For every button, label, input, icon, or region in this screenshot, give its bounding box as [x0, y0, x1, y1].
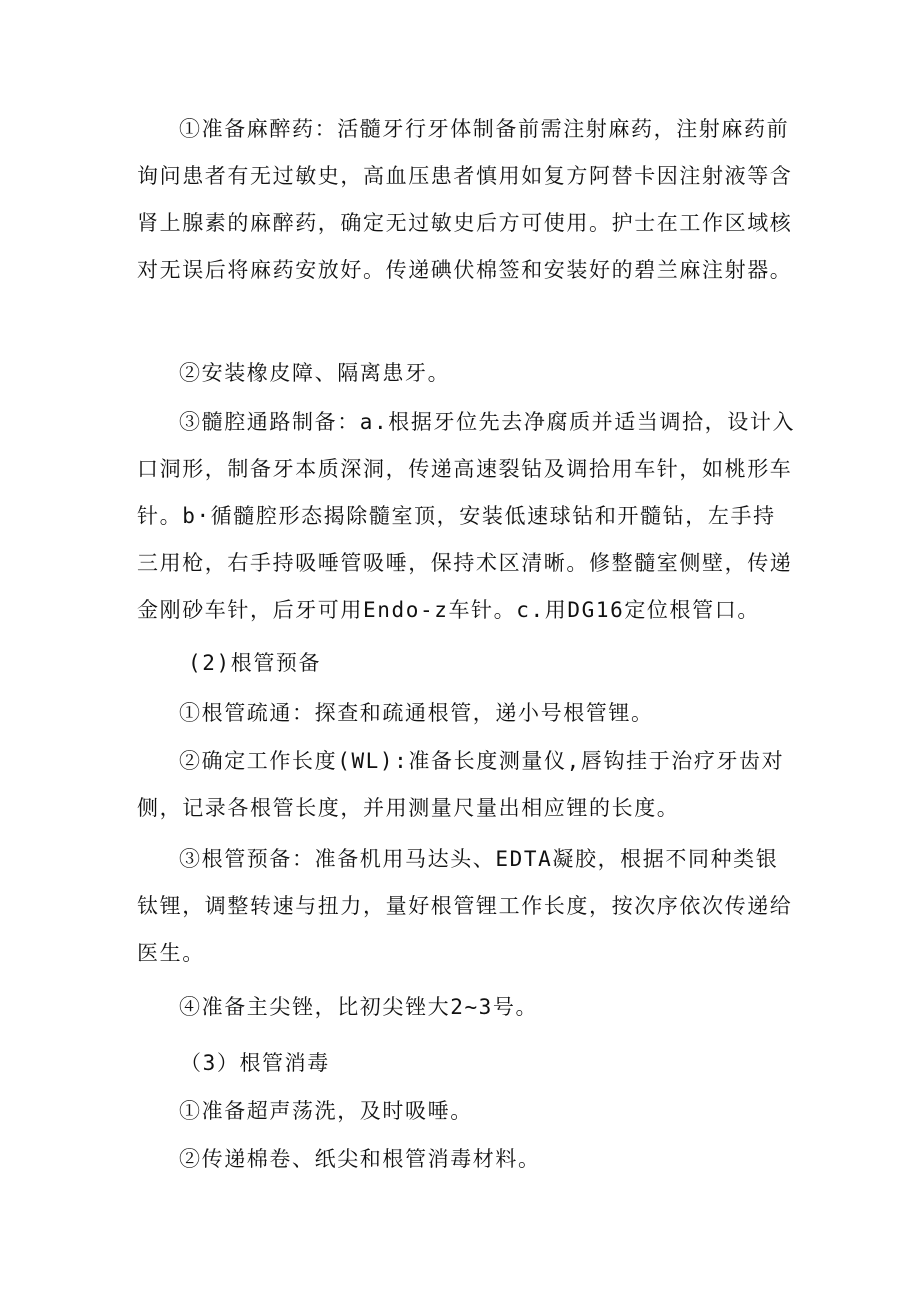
paragraph-rubber-dam: ②安装橡皮障、隔离患牙。 — [179, 361, 451, 385]
paragraph-canal-negotiation: ①根管疏通：探查和疏通根管，递小号根管锂。 — [179, 701, 654, 725]
paragraph-master-file: ④准备主尖锉，比初尖锉大2~3号。 — [179, 995, 539, 1019]
paragraph-disinfection-materials: ②传递棉卷、纸尖和根管消毒材料。 — [179, 1147, 541, 1171]
paragraph-anesthesia: ①准备麻醉药：活髓牙行牙体制备前需注射麻药，注射麻药前询问患者有无过敏史，高血压患者慎用如复方阿替卡因注射液等含肾上腺素的麻醉药，确定无过敏史后方可使用。护士在工作区域核对无误后将麻药安放好。传递碘伏棉签和安装好的碧兰麻注射器。 — [137, 117, 793, 282]
paragraph-working-length: ②确定工作长度(WL):准备长度测量仪,唇钩挂于治疗牙齿对侧，记录各根管长度，并用测量尺量出相应锂的长度。 — [137, 749, 785, 820]
section-heading-canal-disinfection: （3）根管消毒 — [180, 1051, 330, 1075]
paragraph-access-cavity: ③髓腔通路制备：a.根据牙位先去净腐质并适当调拾，设计入口洞形，制备牙本质深洞，传递高速裂钻及调拾用车针，如桃形车针。b·循髓腔形态揭除髓室顶，安装低速球钻和开髓钻，左手持三用枪，右手持吸唾管吸唾，保持术区清晰。修整髓室侧壁，传递金刚砂车针，后牙可用Endo-z车针。c.用DG16定位根管口。 — [137, 410, 796, 622]
paragraph-canal-shaping: ③根管预备：准备机用马达头、EDTA凝胶，根据不同种类银钛锂，调整转速与扭力，量好根管锂工作长度，按次序依次传递给医生。 — [137, 847, 793, 965]
section-heading-root-canal-preparation: (2)根管预备 — [188, 651, 322, 675]
paragraph-ultrasonic-irrigation: ①准备超声荡洗，及时吸唾。 — [179, 1099, 473, 1123]
